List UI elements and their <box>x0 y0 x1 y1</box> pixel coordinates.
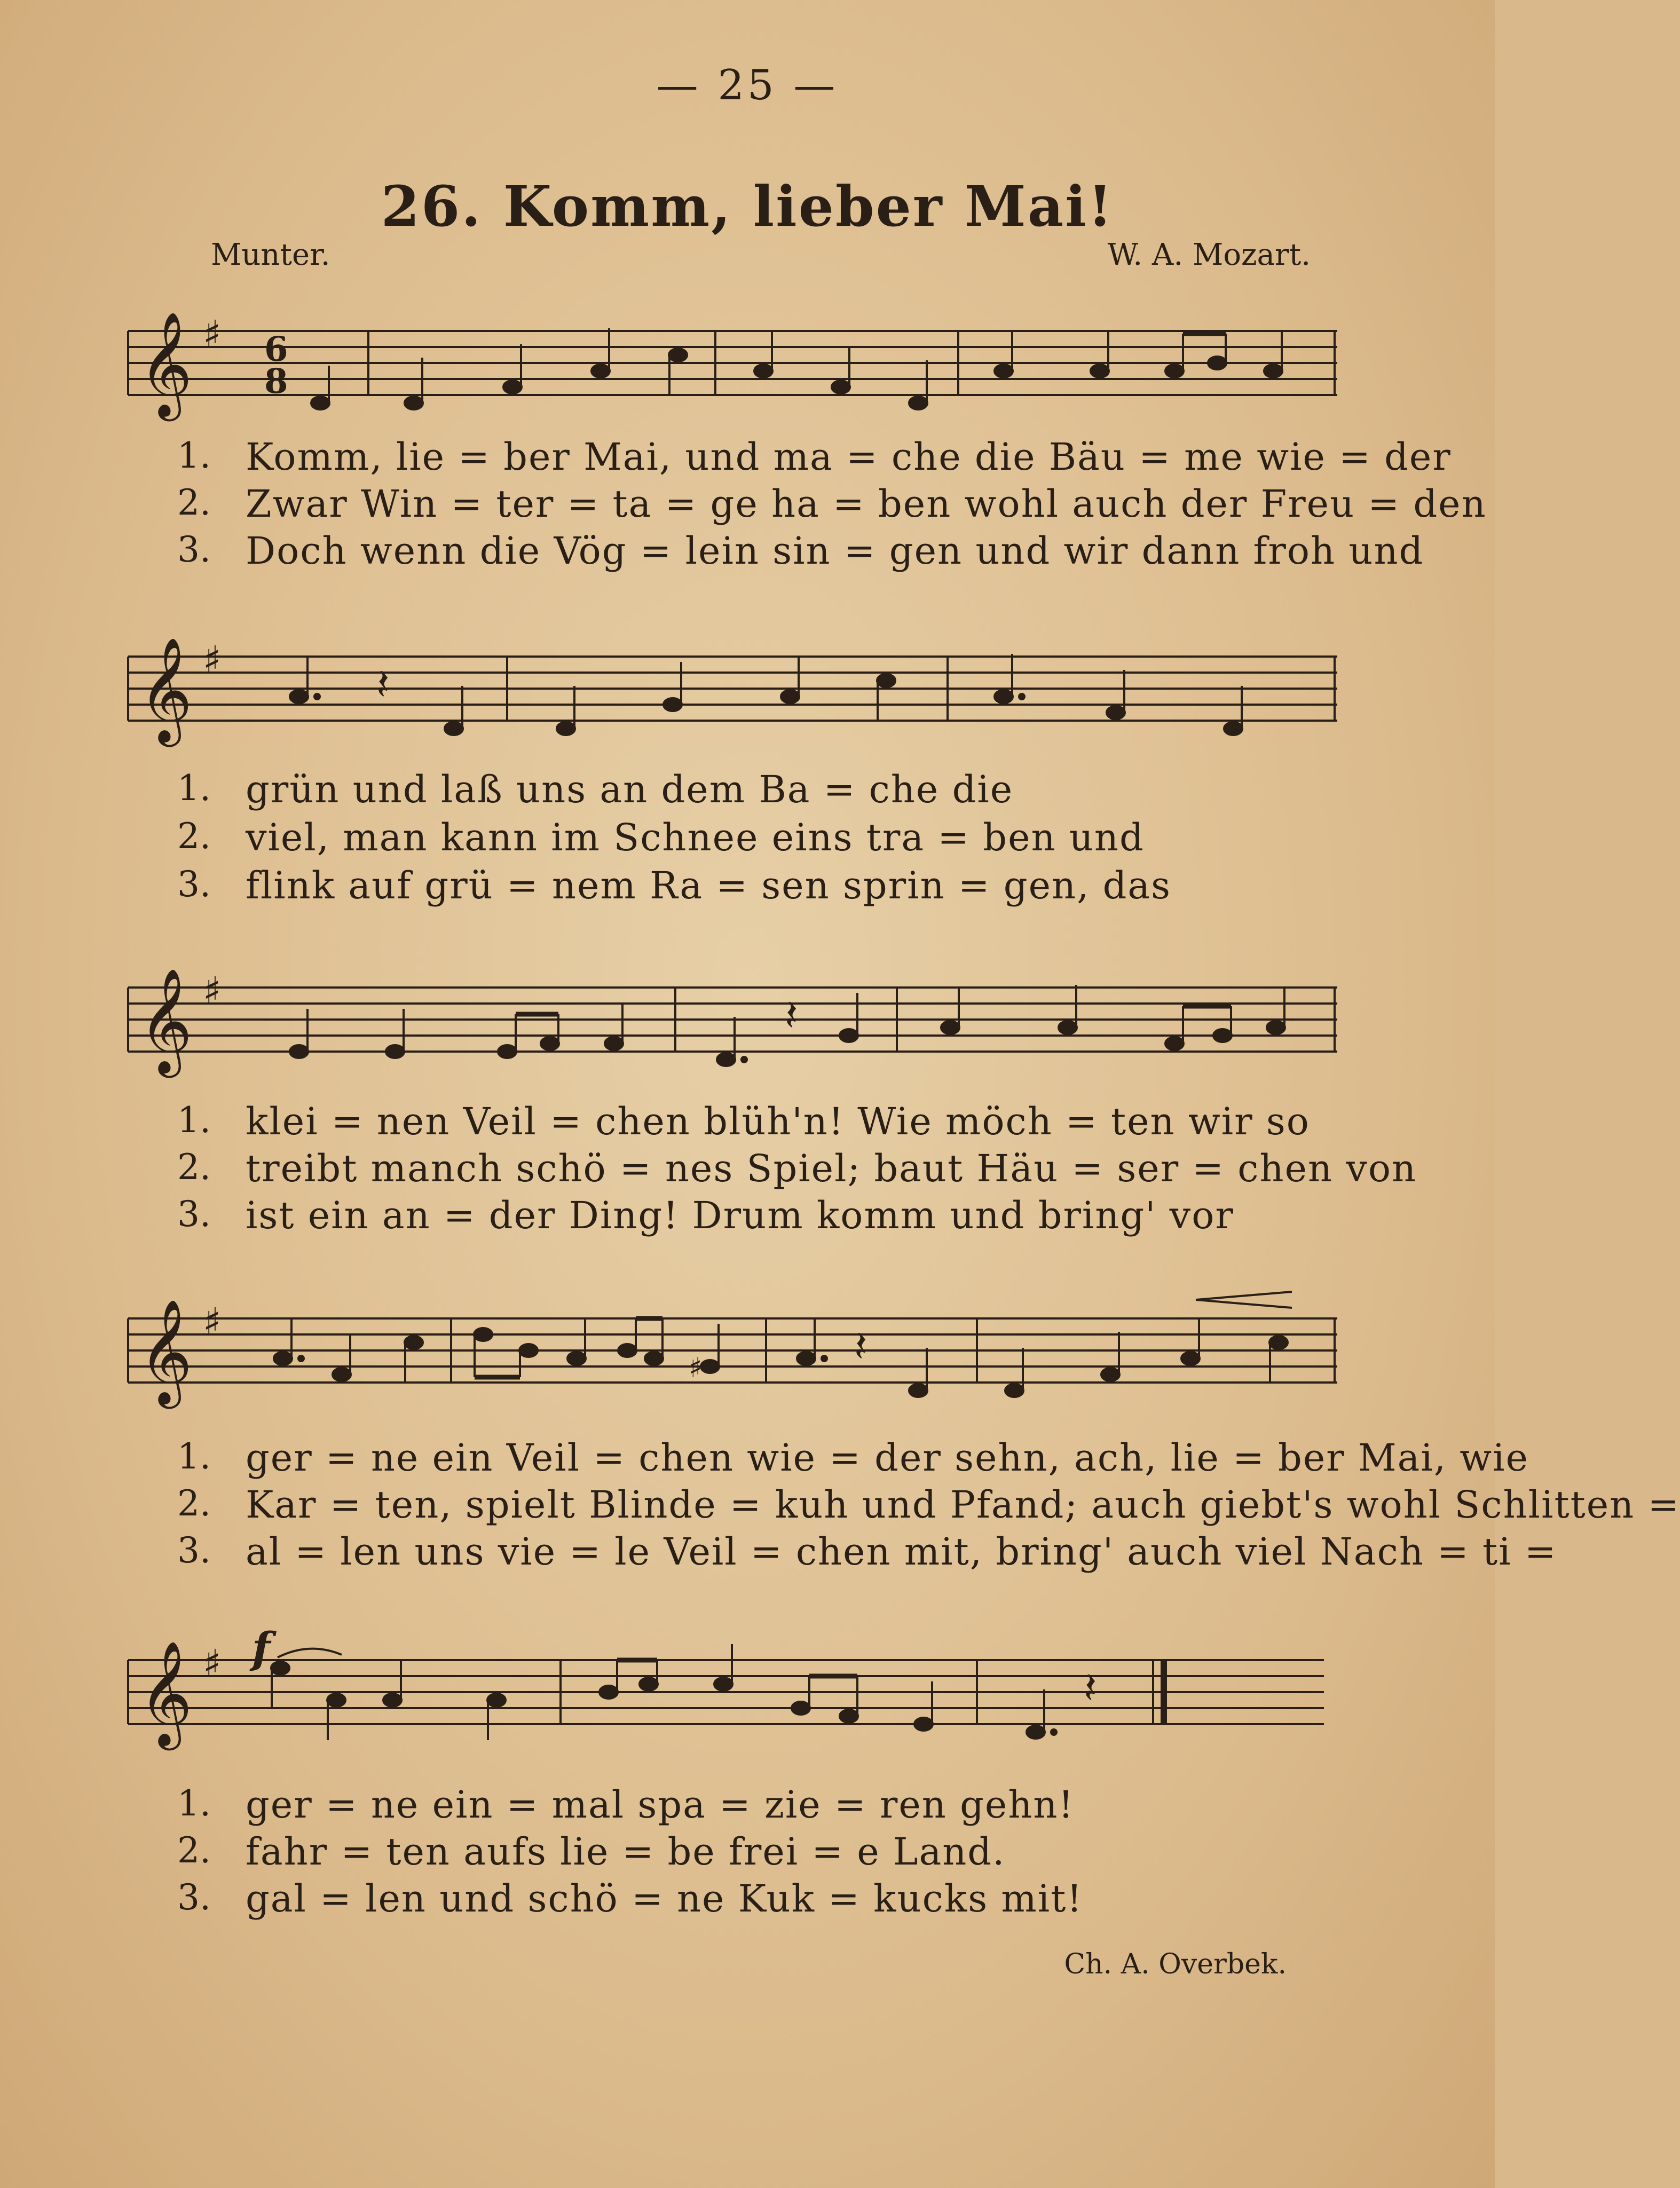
verse-line <box>0 864 1495 912</box>
treble-clef-icon: 𝄞 <box>139 968 193 1073</box>
music-staff-5 <box>0 1628 1495 1767</box>
treble-clef-icon: 𝄞 <box>139 311 193 417</box>
verse-number: 2. <box>177 1147 211 1188</box>
verse-number: 1. <box>177 1436 211 1477</box>
music-staff-1 <box>0 299 1495 438</box>
verse-line <box>0 1436 1529 1484</box>
verse-line <box>0 1100 1495 1148</box>
verse-line <box>0 1530 1557 1578</box>
treble-clef-icon: 𝄞 <box>139 1299 193 1404</box>
verse-number: 3. <box>177 1877 211 1918</box>
verse-text: gal = len und schö = ne Kuk = kucks mit! <box>246 1877 1083 1921</box>
verse-line <box>0 482 1495 530</box>
notes-system-3 <box>290 985 1285 1066</box>
music-staff-2 <box>0 625 1495 763</box>
sharp-icon: ♯ <box>203 638 221 682</box>
time-signature-bottom: 8 <box>264 361 288 401</box>
notes-system-1 <box>311 328 1282 409</box>
treble-clef-icon: 𝄞 <box>139 637 193 743</box>
lyricist-credit: Ch. A. Overbek. <box>1064 1948 1287 1980</box>
verse-line <box>0 768 1495 816</box>
sharp-icon: ♯ <box>203 969 221 1013</box>
verse-line <box>0 1483 1680 1531</box>
verse-text: klei = nen Veil = chen blüh'n! Wie möch = ten wir so <box>246 1100 1310 1143</box>
verse-number: 1. <box>177 1100 211 1141</box>
svg-text:𝄽: 𝄽 <box>854 1322 867 1371</box>
verse-text: ist ein an = der Ding! Drum komm und bring' vor <box>246 1194 1234 1237</box>
verse-text: Komm, lie = ber Mai, und ma = che die Bäu = me wie = der <box>246 435 1452 479</box>
notes-system-2 <box>290 654 1242 735</box>
sharp-icon: ♯ <box>203 312 221 356</box>
verse-number: 1. <box>177 435 211 476</box>
music-staff-4 <box>0 1286 1495 1425</box>
verse-text: al = len uns vie = le Veil = chen mit, bring' auch viel Nach = ti = <box>246 1530 1557 1574</box>
verse-line <box>0 1783 1495 1831</box>
verse-number: 2. <box>177 1483 211 1524</box>
verse-text: Kar = ten, spielt Blinde = kuh und Pfand; auch giebt's wohl Schlitten = <box>246 1483 1680 1527</box>
verse-text: ger = ne ein Veil = chen wie = der sehn, ach, lie = ber Mai, wie <box>246 1436 1529 1480</box>
verse-number: 2. <box>177 816 211 857</box>
verse-line <box>0 1877 1495 1925</box>
verse-text: ger = ne ein = mal spa = zie = ren gehn! <box>246 1783 1075 1827</box>
verse-number: 3. <box>177 1194 211 1235</box>
verse-number: 2. <box>177 1830 211 1871</box>
notes-system-4 <box>274 1318 1288 1397</box>
verse-line <box>0 1147 1495 1195</box>
time-signature-top: 6 <box>264 329 288 369</box>
verse-text: Zwar Win = ter = ta = ge ha = ben wohl auch der Freu = den <box>246 482 1487 526</box>
verse-text: grün und laß uns an dem Ba = che die <box>246 768 1014 811</box>
verse-number: 3. <box>177 529 211 570</box>
verse-number: 3. <box>177 864 211 905</box>
song-title: 26. Komm, lieber Mai! <box>381 173 1114 239</box>
sharp-icon: ♯ <box>203 1641 221 1685</box>
verse-text: fahr = ten aufs lie = be frei = e Land. <box>246 1830 1006 1874</box>
verse-number: 2. <box>177 482 211 523</box>
composer-credit: W. A. Mozart. <box>1107 238 1311 272</box>
verse-text: treibt manch schö = nes Spiel; baut Häu = ser = chen von <box>246 1147 1417 1190</box>
svg-text:𝄽: 𝄽 <box>1084 1663 1097 1713</box>
verse-number: 3. <box>177 1530 211 1571</box>
treble-clef-icon: 𝄞 <box>139 1640 193 1746</box>
verse-line <box>0 435 1495 483</box>
verse-line <box>0 529 1495 577</box>
dynamic-marking: f <box>252 1623 271 1673</box>
verse-text: viel, man kann im Schnee eins tra = ben und <box>246 816 1145 859</box>
sharp-icon: ♯ <box>203 1300 221 1344</box>
verse-number: 1. <box>177 768 211 809</box>
music-staff-3 <box>0 955 1495 1094</box>
verse-line <box>0 816 1495 864</box>
verse-line <box>0 1830 1495 1878</box>
verse-line <box>0 1194 1495 1242</box>
verse-text: Doch wenn die Vög = lein sin = gen und wir dann froh und <box>246 529 1424 573</box>
page-number: — 25 — <box>656 61 839 109</box>
svg-text:𝄽: 𝄽 <box>785 991 798 1040</box>
svg-text:♯: ♯ <box>689 1352 703 1384</box>
tempo-marking: Munter. <box>211 238 330 272</box>
svg-text:𝄽: 𝄽 <box>376 660 390 709</box>
verse-text: flink auf grü = nem Ra = sen sprin = gen, das <box>246 864 1172 907</box>
verse-number: 1. <box>177 1783 211 1824</box>
